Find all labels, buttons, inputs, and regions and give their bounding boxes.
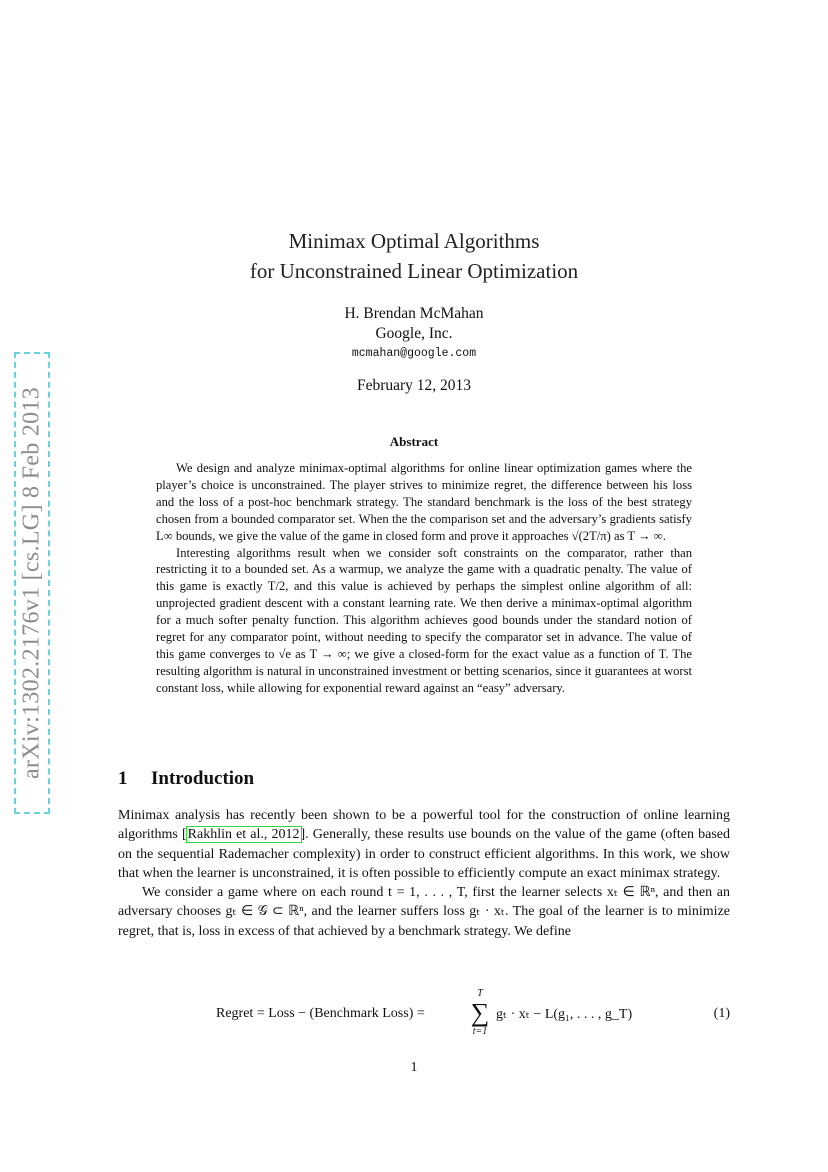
body-paragraph-1 [118, 806, 730, 883]
abstract-heading: Abstract [389, 434, 439, 449]
body-paragraph-2: We consider a game where on each round t = 1, . . . , T, first the learner selects xₜ ∈ ℝⁿ, and then an adversary chooses gₜ ∈ 𝒢 ⊂ ℝⁿ, and the learner suffers loss gₜ · xₜ. The goal of the learner is to minimize regret, that is, loss in excess of that achieved by a benchmark strategy. We define [118, 885, 730, 939]
abstract-paragraph-1: We design and analyze minimax-optimal algorithms for online linear optimization games where the player’s choice is unconstrained. The player strives to minimize regret, the difference between his loss and the loss of a post-hoc benchmark strategy. The standard benchmark is the loss of the best strategy chosen from a bounded comparator set. When the the comparison set and the adversary’s gradients satisfy L∞ bounds, we give the value of the game in closed form and prove it approaches √(2T/π) as T → ∞. [156, 461, 692, 543]
citation-link[interactable]: Rakhlin et al., 2012 [187, 827, 300, 843]
title-line-1: Minimax Optimal Algorithms [288, 229, 540, 253]
page-number: 1 [410, 1060, 418, 1075]
equation-right-side: gₜ · xₜ − L(g₁, . . . , g_T) [496, 1007, 633, 1022]
sum-symbol: ∑ [470, 998, 490, 1027]
abstract-body [156, 460, 692, 697]
paper-date: February 12, 2013 [356, 377, 472, 394]
abstract-paragraph-2: Interesting algorithms result when we consider soft constraints on the comparator, rather than restricting it to a bounded set. As a warmup, we analyze the game with a quadratic penalty. The value of this game is exactly T/2, and this value is achieved by perhaps the simplest online algorithm of all: unprojected gradient descent with a constant learning rate. We then derive a minimax-optimal algorithm for a much softer penalty function. This algorithm achieves good bounds under the standard notion of regret for any comparator point, without needing to specify the comparator set in advance. The value of this game converges to √e as T → ∞; we give a closed-form for the exact value as a function of T. The resulting algorithm is natural in unconstrained investment or betting scenarios, since it guarantees at worst constant loss, while allowing for exponential reward against an “easy” adversary. [156, 545, 692, 695]
section-heading-introduction [118, 768, 254, 790]
equation-left-side: Regret = Loss − (Benchmark Loss) = [216, 1006, 425, 1021]
sum-upper-limit: T [477, 988, 483, 999]
section-number: 1 [118, 768, 128, 789]
author-affiliation: Google, Inc. [375, 325, 453, 342]
introduction-body [118, 806, 730, 941]
section-title: Introduction [151, 768, 255, 789]
title-line-2: for Unconstrained Linear Optimization [249, 259, 579, 283]
author-name: H. Brendan McMahan [344, 305, 484, 322]
equation-number: (1) [713, 1006, 730, 1021]
sum-lower-limit: t=1 [472, 1026, 488, 1037]
summation [467, 988, 493, 1038]
arxiv-sidebar-stamp[interactable] [14, 352, 50, 814]
body-paragraph-1-end: ]. Generally, these results use bounds on the value of the game (often based on the sequential Rademacher complexity) in order to construct efficient algorithms. In this work, we show that when the learner is unconstrained, it is often possible to efficiently compute an exact minimax strategy. [118, 827, 730, 881]
body-paragraph-1-start: Minimax analysis has recently been shown to be a powerful tool for the construction of online learning algorithms [ [118, 808, 730, 843]
paper-title [0, 226, 828, 286]
author-email[interactable]: mcmahan@google.com [351, 347, 477, 360]
regret-equation [118, 988, 730, 1044]
arxiv-identifier[interactable]: arXiv:1302.2176v1 [cs.LG] 8 Feb 2013 [18, 386, 45, 780]
